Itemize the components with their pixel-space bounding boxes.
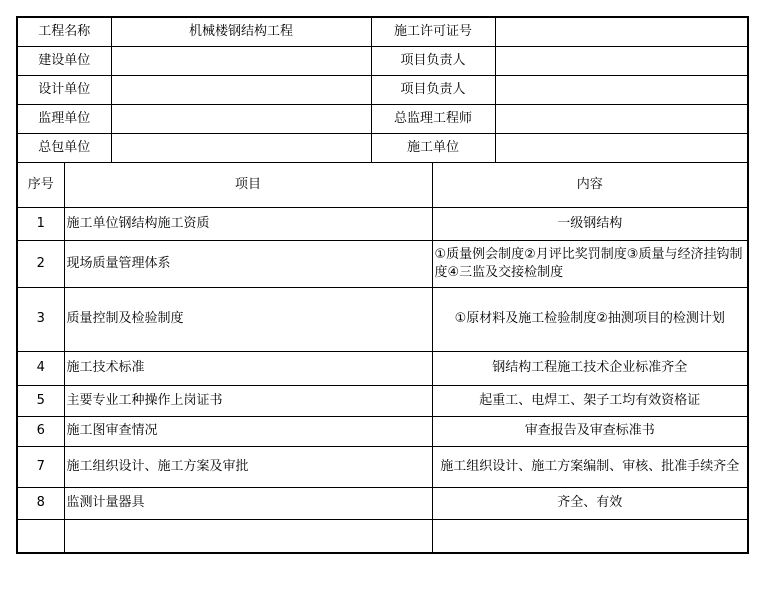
column-header-row (17, 162, 748, 207)
row-content: 齐全、有效 (432, 487, 748, 519)
inspection-record-sheet (16, 16, 747, 554)
design-manager-label: 项目负责人 (371, 75, 495, 104)
table-row (17, 446, 748, 487)
table-row (17, 519, 748, 553)
owner-manager-value (495, 46, 748, 75)
general-contractor-value (111, 133, 371, 162)
design-unit-label: 设计单位 (17, 75, 111, 104)
row-number: 4 (17, 351, 64, 385)
owner-unit-value (111, 46, 371, 75)
row-number: 8 (17, 487, 64, 519)
supervision-unit-value (111, 104, 371, 133)
row-item: 施工技术标准 (64, 351, 432, 385)
row-item: 监测计量器具 (64, 487, 432, 519)
owner-unit-label: 建设单位 (17, 46, 111, 75)
table-row (17, 240, 748, 287)
row-number: 2 (17, 240, 64, 287)
table-row (17, 385, 748, 416)
row-item: 施工图审查情况 (64, 416, 432, 446)
row-number: 5 (17, 385, 64, 416)
column-header-no: 序号 (17, 162, 64, 207)
chief-supervisor-label: 总监理工程师 (371, 104, 495, 133)
row-content: 起重工、电焊工、架子工均有效资格证 (432, 385, 748, 416)
inspection-items-table (16, 162, 749, 555)
table-row (17, 487, 748, 519)
row-content: 审查报告及审查标准书 (432, 416, 748, 446)
row-item: 质量控制及检验制度 (64, 287, 432, 351)
table-row (17, 416, 748, 446)
design-unit-value (111, 75, 371, 104)
table-row (17, 287, 748, 351)
row-item: 施工组织设计、施工方案及审批 (64, 446, 432, 487)
row-number: 3 (17, 287, 64, 351)
row-item: 现场质量管理体系 (64, 240, 432, 287)
row-item: 主要专业工种操作上岗证书 (64, 385, 432, 416)
project-name-label: 工程名称 (17, 17, 111, 46)
row-number: 7 (17, 446, 64, 487)
project-name-value: 机械楼钢结构工程 (111, 17, 371, 46)
project-info-table (16, 16, 749, 163)
design-manager-value (495, 75, 748, 104)
row-content: ①原材料及施工检验制度②抽测项目的检测计划 (432, 287, 748, 351)
row-content: ①质量例会制度②月评比奖罚制度③质量与经济挂钩制度④三监及交接检制度 (432, 240, 748, 287)
table-row (17, 207, 748, 240)
header-row (17, 133, 748, 162)
row-content: 施工组织设计、施工方案编制、审核、批准手续齐全 (432, 446, 748, 487)
header-row (17, 17, 748, 46)
permit-number-label: 施工许可证号 (371, 17, 495, 46)
column-header-content: 内容 (432, 162, 748, 207)
header-row (17, 75, 748, 104)
permit-number-value (495, 17, 748, 46)
row-content: 钢结构工程施工技术企业标准齐全 (432, 351, 748, 385)
row-content (432, 519, 748, 553)
row-content: 一级钢结构 (432, 207, 748, 240)
header-row (17, 104, 748, 133)
chief-supervisor-value (495, 104, 748, 133)
row-number: 1 (17, 207, 64, 240)
row-number: 6 (17, 416, 64, 446)
row-number (17, 519, 64, 553)
table-row (17, 351, 748, 385)
column-header-item: 项目 (64, 162, 432, 207)
construction-unit-label: 施工单位 (371, 133, 495, 162)
general-contractor-label: 总包单位 (17, 133, 111, 162)
supervision-unit-label: 监理单位 (17, 104, 111, 133)
owner-manager-label: 项目负责人 (371, 46, 495, 75)
row-item (64, 519, 432, 553)
header-row (17, 46, 748, 75)
construction-unit-value (495, 133, 748, 162)
row-item: 施工单位钢结构施工资质 (64, 207, 432, 240)
